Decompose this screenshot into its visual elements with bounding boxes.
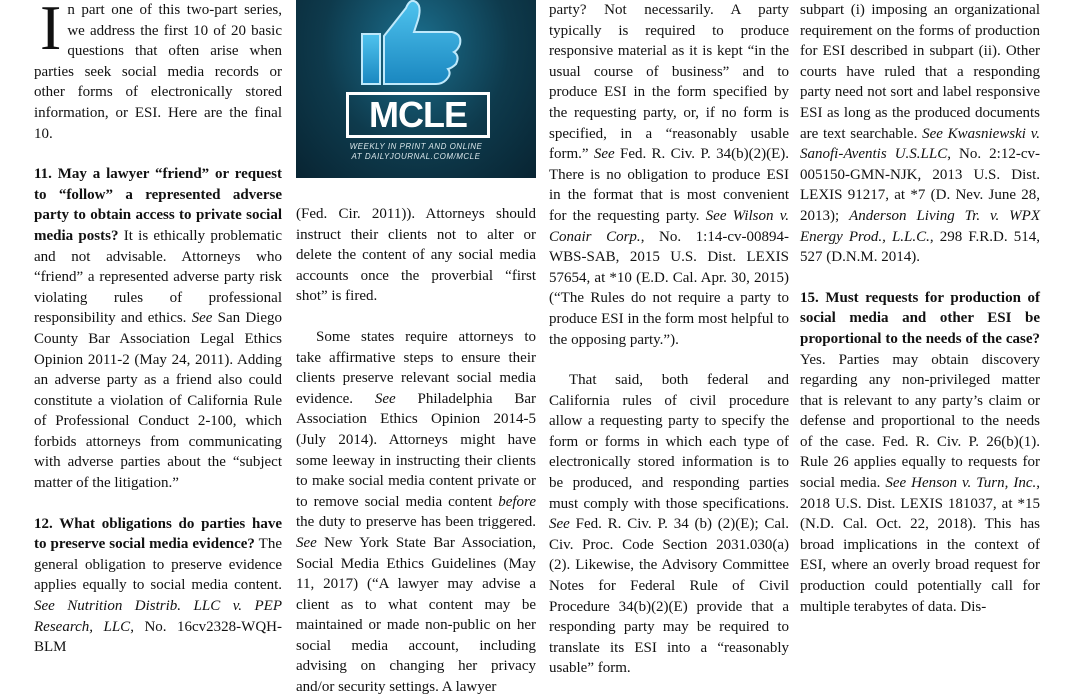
text-span: That said, both federal and California rules of civil procedure allow a requesting party to specify the form or forms in which each type of electronically stored information is to be produced, and responding parties must comply with those specifications.: [549, 372, 789, 512]
emphasis-before: before: [498, 493, 536, 510]
question-12-text-continued: , No. 16cv2328-WQH-BLM: [34, 618, 282, 656]
question-12-text: The general obligation to preserve evidence applies equally to social media content.: [34, 536, 282, 594]
column-3-paragraph-2: [549, 370, 789, 679]
text-span: , No. 2:12-cv-005150-GMN-NJK, 2013 U.S. Dist. LEXIS 91217, at *7 (D. Nev. June 28, 2013);: [800, 146, 1040, 224]
case-citation: See Henson v. Turn, Inc.: [885, 475, 1037, 492]
badge-tagline-line-2: AT DAILYJOURNAL.COM/MCLE: [351, 152, 481, 161]
thumbs-up-icon: [344, 0, 484, 94]
question-continued-text: party? Not necessarily. A party typically is required to produce responsive material as it is kept “in the usual course of business” and to produce ESI in the form specified by the requesting party, or, if no form is specified, in a “reasonably usable form.”: [549, 2, 789, 163]
column-4-paragraph-1: [800, 0, 1040, 268]
text-span: subpart (i) imposing an organizational requirement on the forms of production for ESI described in subpart (ii). Other courts have ruled that a responding party need not sort and label responsive ESI as long as the produced documents are text searchable.: [800, 2, 1040, 142]
question-15-text: Yes. Parties may obtain discovery regarding any non-privileged matter that is relevant to any party’s claim or defense and proportional to the needs of the case. Fed. R. Civ. P. 26(b)(1). Rule 26 applies equally to requests for social media.: [800, 351, 1040, 492]
case-citation: See Kwasniewski v. Sanofi-Aventis U.S.LLC: [800, 125, 1041, 163]
see-signal: See: [374, 390, 396, 407]
question-11-text-continued: San Diego County Bar Association Legal Ethics Opinion 2011-2 (May 24, 2011). Adding an adverse party as a friend also could constitute a violation of California Rule of Professional Conduct 2-100, which forbids attorneys from communicating with adverse parties about the “subject matter of the litigation.”: [34, 310, 282, 492]
badge-tagline-line-1: WEEKLY IN PRINT AND ONLINE: [349, 142, 483, 151]
column-1: [34, 0, 282, 675]
see-signal: See: [191, 310, 213, 327]
column-2: [296, 0, 536, 696]
text-span: Fed. R. Civ. P. 34(b)(2)(E). There is no obligation to produce ESI in the format that is most convenient for the requesting party.: [549, 146, 789, 224]
column-3-paragraph-1: [549, 0, 789, 350]
intro-paragraph: [34, 0, 282, 144]
case-citation: See Wilson v. Conair Corp.: [549, 207, 789, 245]
column-3: [549, 0, 789, 675]
question-11-heading: 11. May a lawyer “friend” or request to “follow” a represented adverse party to obtain access to private social media posts?: [34, 166, 282, 244]
question-15-heading: 15. Must requests for production of social media and other ESI be proportional to the needs of the case?: [800, 289, 1040, 347]
see-signal: See: [549, 516, 570, 533]
case-citation: Anderson Living Tr. v. WPX Energy Prod., L.L.C.: [800, 207, 1040, 245]
mcle-badge: [296, 0, 536, 178]
question-11: [34, 164, 282, 494]
text-span: , No. 1:14-cv-00894-WBS-SAB, 2015 U.S. Dist. LEXIS 57654, at *10 (E.D. Cal. Apr. 30, 2015) (“The Rules do not require a party to produce ESI in the form most helpful to the opposing party.”).: [549, 228, 789, 348]
see-signal: See: [296, 534, 317, 551]
see-signal: See: [593, 146, 615, 163]
question-15-text-continued: , 2018 U.S. Dist. LEXIS 181037, at *15 (N.D. Cal. Oct. 22, 2018). This has broad implications in the context of ESI, where an overly broad request for production could potentially call for multiple terabytes of data. Dis-: [800, 475, 1040, 615]
question-12-heading: 12. What obligations do parties have to preserve social media evidence?: [34, 515, 282, 553]
text-span: , 298 F.R.D. 514, 527 (D.N.M. 2014).: [800, 228, 1040, 266]
question-11-text: It is ethically problematic and not advisable. Attorneys who “friend” a represented adverse party risk violating rules of professional responsibility and ethics.: [34, 227, 282, 327]
question-12: [34, 514, 282, 658]
text-span: Some states require attorneys to take affirmative steps to ensure their clients preserve relevant social media evidence.: [296, 328, 536, 407]
drop-cap: I: [40, 0, 62, 63]
intro-text: n part one of this two-part series, we address the first 10 of 20 basic questions that often arise when parties seek social media records or other forms of electronically stored information, or ESI. Here are the final 10.: [34, 2, 282, 142]
column-2-paragraph-1: (Fed. Cir. 2011)). Attorneys should instruct their clients not to alter or delete the content of any social media accounts once the proverbial “first shot” is fired.: [296, 206, 536, 305]
case-citation: See Nutrition Distrib. LLC v. PEP Research, LLC: [34, 598, 282, 635]
question-15: [800, 288, 1040, 618]
mcle-logo: MCLE: [346, 92, 490, 138]
column-4: [800, 0, 1040, 675]
text-span: Philadelphia Bar Association Ethics Opinion 2014-5 (July 2014). Attorneys might have some leeway in instructing their clients to make social media content private or to remove social media content: [296, 390, 536, 510]
text-span: Fed. R. Civ. P. 34 (b) (2)(E); Cal. Civ. Proc. Code Section 2031.030(a)(2). Likewise, the Advisory Committee Notes for Federal Rule of Civil Procedure 34(b)(2)(E) provide that a responding party may be required to translate its ESI into a “reasonably usable” form.: [549, 516, 789, 677]
text-span: New York State Bar Association, Social Media Ethics Guidelines (May 11, 2017) (“A lawyer may advise a client as to what content may be maintained or made non-public on her social media account, including advising on changing her privacy and/or security settings. A lawyer: [296, 534, 536, 696]
text-span: the duty to preserve has been triggered.: [296, 514, 536, 531]
column-2-paragraph-2: [296, 327, 536, 698]
